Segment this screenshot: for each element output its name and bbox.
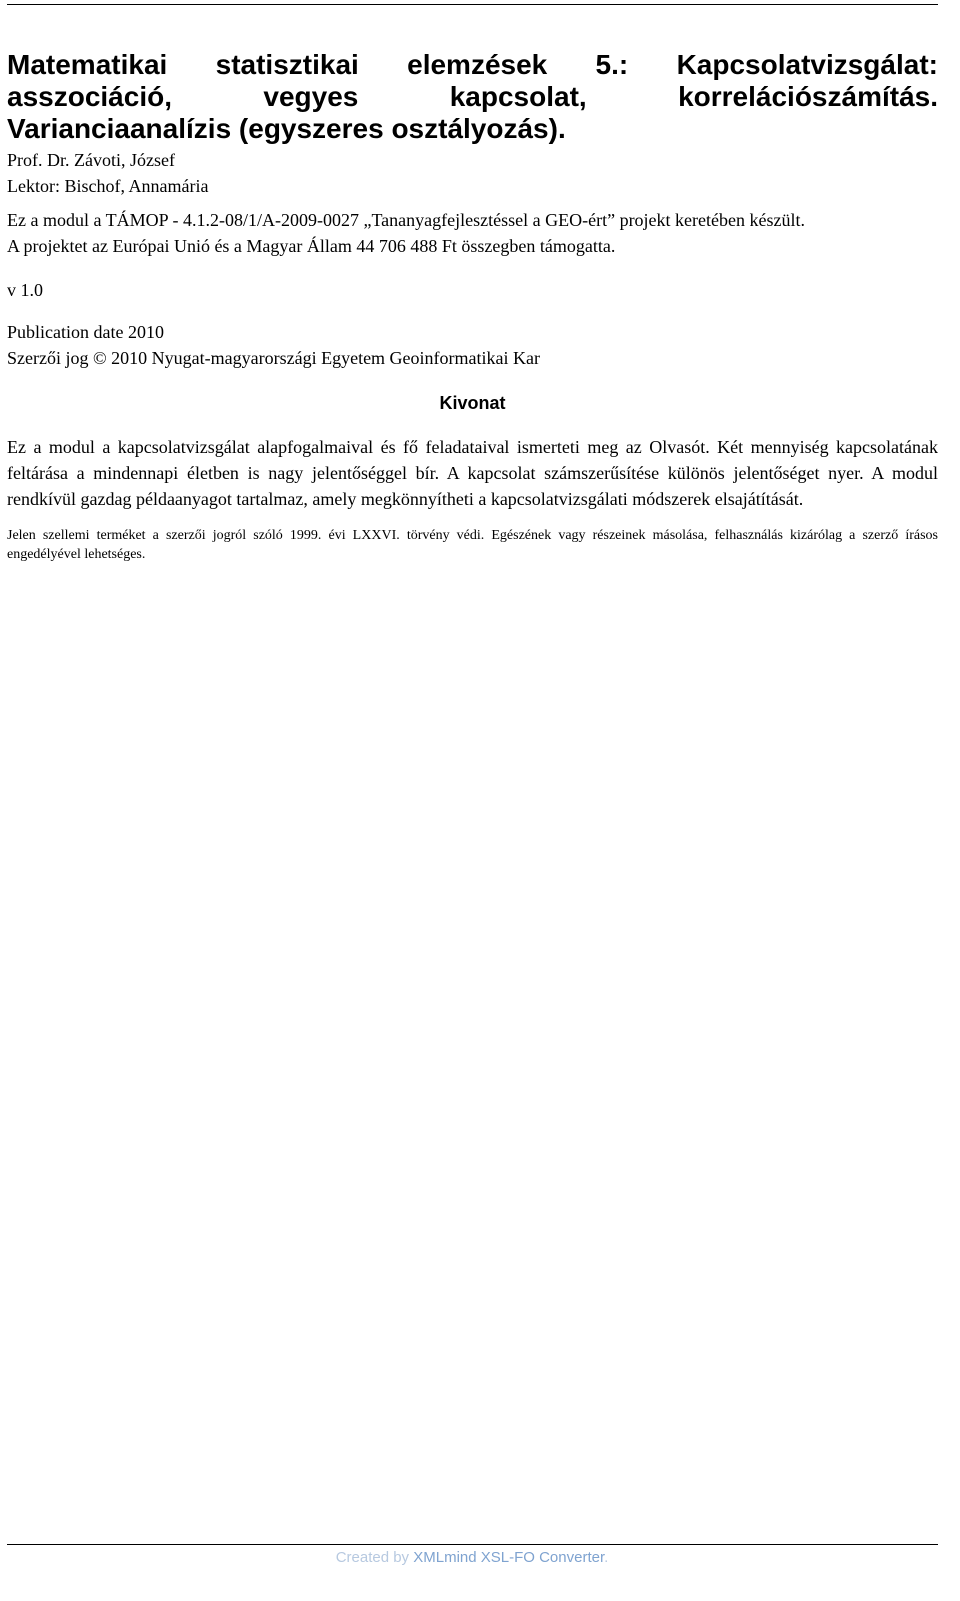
document-title bbox=[7, 49, 938, 145]
funding-note bbox=[7, 207, 938, 259]
footer-prefix: Created by bbox=[335, 1549, 414, 1566]
footer-suffix: . bbox=[604, 1549, 609, 1566]
funding-note-line-1: Ez a modul a TÁMOP - 4.1.2-08/1/A-2009-0027 „Tananyagfejlesztéssel a GEO-ért” projekt keretében készült. bbox=[7, 210, 805, 230]
legal-notice: Jelen szellemi terméket a szerzői jogról szóló 1999. évi LXXVI. törvény védi. Egészének vagy részeinek másolása, felhasználás kizárólag a szerző írásos engedélyével lehetséges. bbox=[7, 528, 938, 562]
footer-rule bbox=[7, 1544, 938, 1545]
lektor: Lektor: Bischof, Annamária bbox=[7, 176, 209, 196]
title-line-2: asszociáció, vegyes kapcsolat, korrelációszámítás. bbox=[7, 81, 938, 112]
funding-note-line-2: A projektet az Európai Unió és a Magyar Állam 44 706 488 Ft összegben támogatta. bbox=[7, 236, 616, 256]
document-body bbox=[7, 49, 938, 564]
copyright: Szerzői jog © 2010 Nyugat-magyarországi Egyetem Geoinformatikai Kar bbox=[7, 348, 541, 368]
title-line-3: Varianciaanalízis (egyszeres osztályozás). bbox=[7, 113, 566, 144]
author: Prof. Dr. Závoti, József bbox=[7, 150, 175, 170]
publication-date: Publication date 2010 bbox=[7, 322, 164, 342]
abstract-text: Ez a modul a kapcsolatvizsgálat alapfogalmaival és fő feladataival ismerteti meg az Olvasót. Két mennyiség kapcsolatának feltárása a mindennapi életben is nagy jelentőséggel bír. A kapcsolat számszerűsítése különös jelentőséget nyer. A modul rendkívül gazdag példaanyagot tartalmaz, amely megkönnyítheti a kapcsolatvizsgálati módszerek elsajátítását. bbox=[7, 437, 938, 509]
abstract-heading: Kivonat bbox=[439, 393, 506, 413]
version: v 1.0 bbox=[7, 280, 43, 300]
title-line-1: Matematikai statisztikai elemzések 5.: Kapcsolatvizsgálat: bbox=[7, 49, 938, 80]
header-rule bbox=[7, 4, 938, 5]
footer-credit bbox=[0, 1549, 944, 1567]
converter-link[interactable]: XMLmind XSL-FO Converter bbox=[413, 1549, 605, 1566]
